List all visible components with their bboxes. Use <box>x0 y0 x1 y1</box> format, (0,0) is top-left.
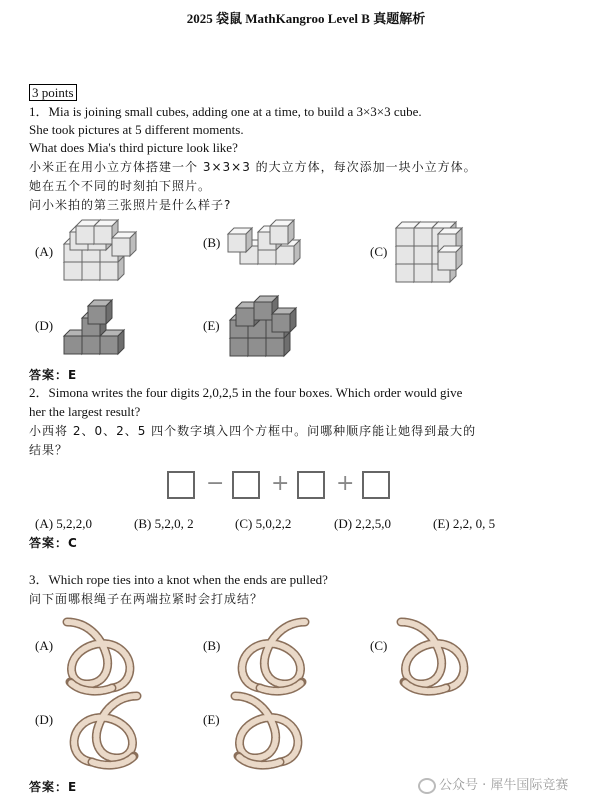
digit-box-2 <box>232 471 260 499</box>
q3-option-e-label: (E) <box>203 712 220 727</box>
q2-text-2: her the largest result? <box>29 404 141 419</box>
q1-text-1: 1．Mia is joining small cubes, adding one at a time, to build a 3×3×3 cube. <box>29 104 422 119</box>
q3-rope-e <box>230 686 310 766</box>
q1-option-e-label: (E) <box>203 318 220 333</box>
q2-choice-b: (B) 5,2,0, 2 <box>134 516 194 531</box>
q1-figure-d <box>64 300 128 358</box>
watermark-text: 公众号 · 犀牛国际竞赛 <box>439 778 569 793</box>
wechat-icon <box>418 778 436 794</box>
q3-rope-b <box>230 612 310 692</box>
q1-option-b-label: (B) <box>203 235 221 250</box>
q1-text-2: She took pictures at 5 different moments. <box>29 122 244 137</box>
q1-cn-3: 问小米拍的第三张照片是什么样子? <box>29 198 232 212</box>
digit-box-1 <box>167 471 195 499</box>
digit-box-3 <box>297 471 325 499</box>
q2-text-1: 2．Simona writes the four digits 2,0,2,5 in the four boxes. Which order would give <box>29 385 463 400</box>
plus-sign-1: + <box>271 471 290 496</box>
plus-sign-2: + <box>336 471 355 496</box>
q3-rope-a <box>62 612 142 692</box>
q2-cn-2: 结果？ <box>29 443 69 457</box>
page-title: 2025 袋鼠 MathKangroo Level B 真题解析 <box>186 11 426 26</box>
q1-text-3: What does Mia's third picture look like? <box>29 140 238 155</box>
q2-answer: 答案：C <box>29 536 78 550</box>
q1-option-d-label: (D) <box>35 318 54 333</box>
q2-choice-c: (C) 5,0,2,2 <box>235 516 292 531</box>
q1-option-c-label: (C) <box>370 244 388 259</box>
q1-cn-2: 她在五个不同的时刻拍下照片。 <box>29 179 212 193</box>
digit-box-4 <box>362 471 390 499</box>
q1-figure-e <box>230 296 302 358</box>
q3-text-1: 3．Which rope ties into a knot when the ends are pulled? <box>29 572 328 587</box>
q3-answer: 答案：E <box>29 780 78 794</box>
q3-rope-c <box>396 612 476 692</box>
q2-choice-a: (A) 5,2,2,0 <box>35 516 93 531</box>
q1-figure-c <box>396 222 468 284</box>
q3-option-a-label: (A) <box>35 638 54 653</box>
points-label <box>29 84 77 102</box>
minus-sign: − <box>206 471 225 496</box>
q3-cn-1: 问下面哪根绳子在两端拉紧时会打成结？ <box>29 592 264 606</box>
q2-choice-e: (E) 2,2, 0, 5 <box>433 516 496 531</box>
q1-figure-b <box>228 220 304 268</box>
q2-choice-d: (D) 2,2,5,0 <box>334 516 392 531</box>
q2-cn-1: 小西将 2、0、2、5 四个数字填入四个方框中。问哪种顺序能让她得到最大的 <box>29 424 477 438</box>
q1-figure-a <box>64 220 136 284</box>
q1-answer: 答案：E <box>29 368 78 382</box>
points-badge: 3 points <box>29 84 77 101</box>
q3-rope-d <box>62 686 142 766</box>
q1-option-a-label: (A) <box>35 244 54 259</box>
watermark <box>418 774 568 794</box>
q3-option-b-label: (B) <box>203 638 221 653</box>
q3-option-c-label: (C) <box>370 638 388 653</box>
q1-cn-1: 小米正在用小立方体搭建一个 3×3×3 的大立方体，每次添加一块小立方体。 <box>29 160 477 174</box>
q3-option-d-label: (D) <box>35 712 54 727</box>
